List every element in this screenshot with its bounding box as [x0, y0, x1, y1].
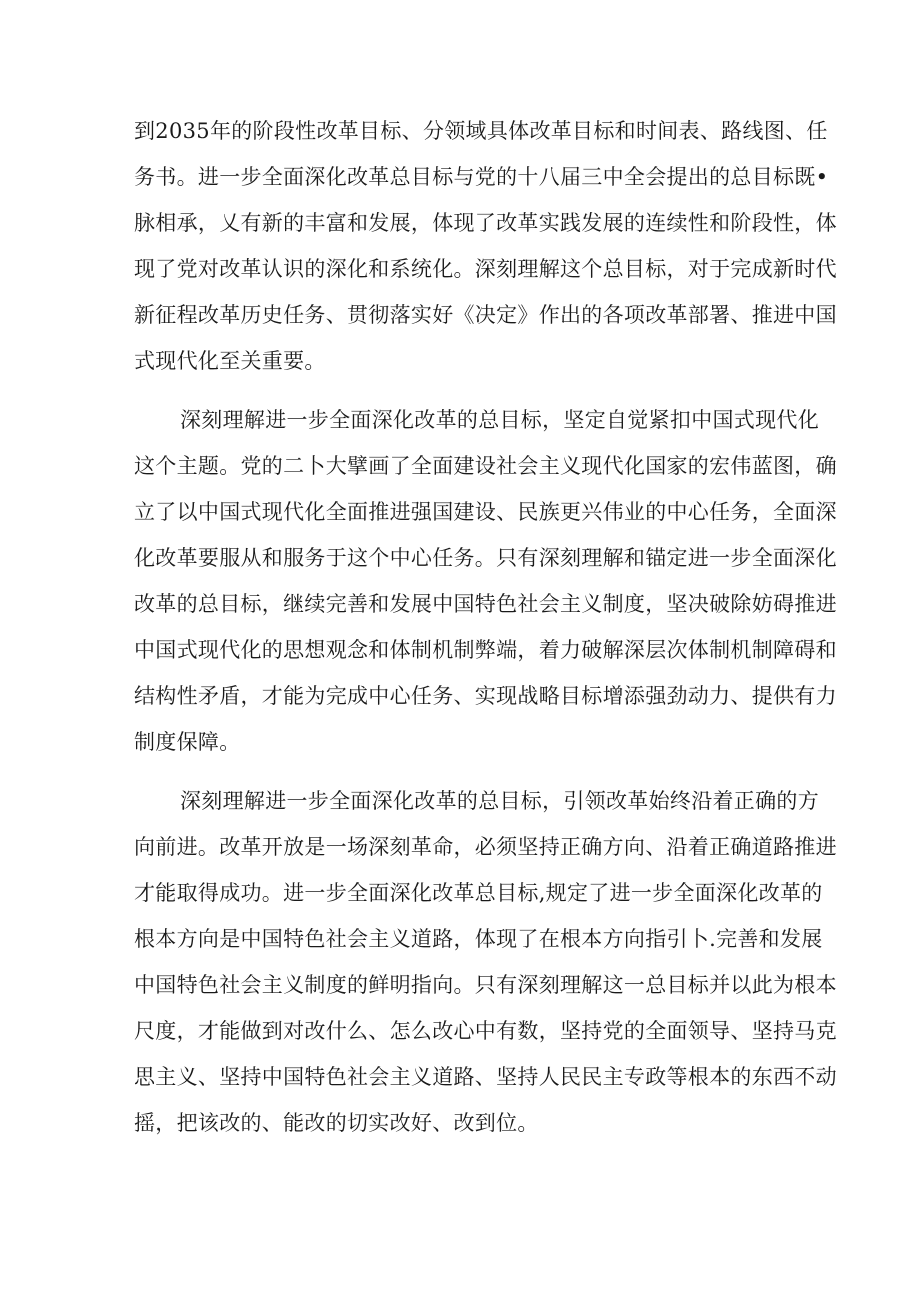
text-line: 根本方向是中国特色社会主义道路，体现了在根本方向指引卜.完善和发展	[134, 927, 823, 951]
text-line: 务书。进一步全面深化改革总目标与党的十八届三中全会提出的总目标既•	[134, 165, 829, 189]
text-line: 改革的总目标，继续完善和发展中国特色社会主义制度，坚决破除妨碍推进	[134, 592, 837, 616]
text-line: 新征程改革历史任务、贯彻落实好《决定》作出的各项改革部署、推进中国	[134, 303, 837, 327]
text-line: 制度保障。	[134, 730, 241, 754]
text-line: 中国特色社会主义制度的鲜明指向。只有深刻理解这一总目标并以此为根本	[134, 973, 837, 997]
text-line: 这个主题。党的二卜大擘画了全面建设社会主义现代化国家的宏伟蓝图，确	[134, 454, 837, 478]
text-line: 向前进。改革开放是一场深刻革命，必须坚持正确方向、沿着正确道路推进	[134, 835, 837, 859]
text-line: 尺度，才能做到对改什么、怎么改心中有数，坚持党的全面领导、坚持马克	[134, 1019, 837, 1043]
text-line: 才能取得成功。进一步全面深化改革总目标,规定了进一步全面深化改革的	[134, 881, 823, 905]
text-line: 式现代化至关重要。	[134, 349, 326, 373]
text-line: 化改革要服从和服务于这个中心任务。只有深刻理解和锚定进一步全面深化	[134, 546, 837, 570]
text-line: 中国式现代化的思想观念和体制机制弊端，着力破解深层次体制机制障碍和	[134, 638, 837, 662]
text-line: 现了党对改革认识的深化和系统化。深刻理解这个总目标，对于完成新时代	[134, 257, 837, 281]
text-line: 到2035年的阶段性改革目标、分领域具体改革目标和时间表、路线图、任	[134, 119, 828, 143]
text-line: 立了以中国式现代化全面推进强国建设、民族更兴伟业的中心任务，全面深	[134, 500, 837, 524]
text-line: 摇，把该改的、能改的切实改好、改到位。	[134, 1111, 539, 1135]
text-line: 结构性矛盾，才能为完成中心任务、实现战略目标增添强劲动力、提供有力	[134, 684, 837, 708]
text-line: 深刻理解进一步全面深化改革的总目标，坚定自觉紧扣中国式现代化	[180, 408, 819, 432]
text-line: 思主义、坚持中国特色社会主义道路、坚持人民民主专政等根本的东西不动	[134, 1065, 837, 1089]
text-line: 脉相承，乂有新的丰富和发展，体现了改革实践发展的连续性和阶段性，体	[134, 211, 837, 235]
text-line: 深刻理解进一步全面深化改革的总目标，引领改革始终沿着正确的方	[180, 789, 819, 813]
